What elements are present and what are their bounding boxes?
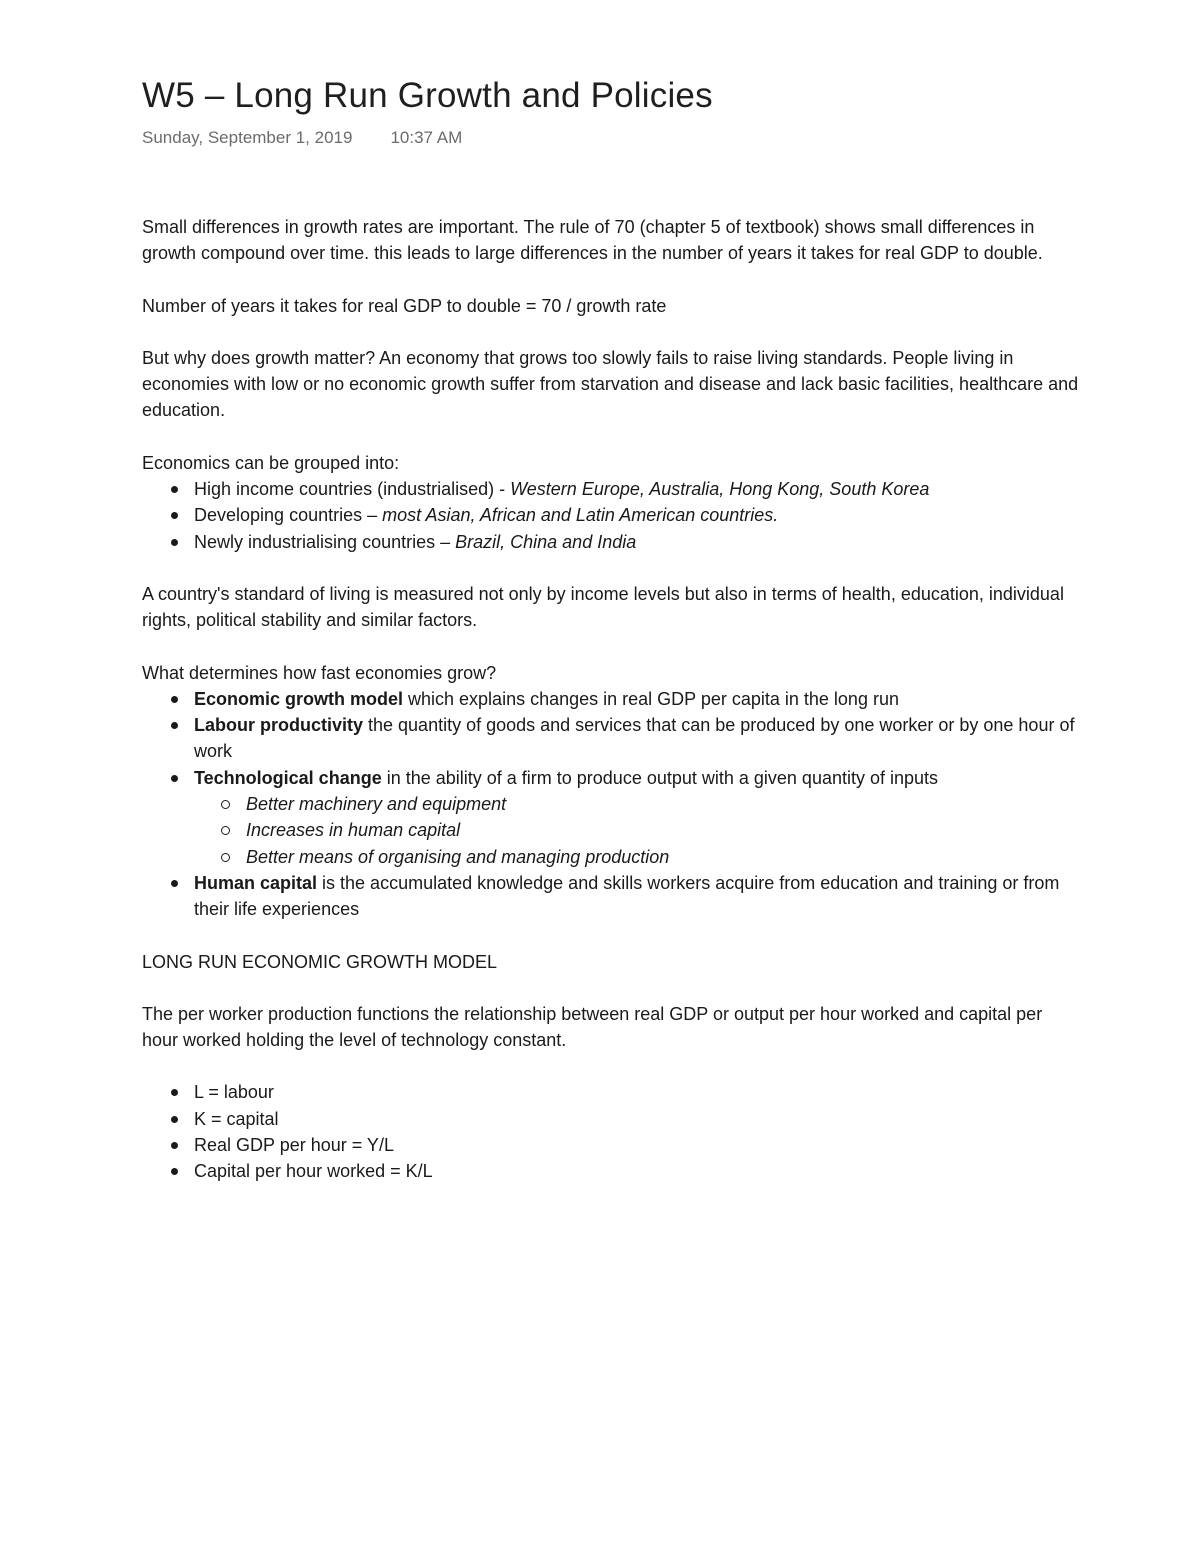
note-body (142, 214, 1082, 1185)
list-item: Capital per hour worked = K/L (142, 1158, 1082, 1184)
paragraph-doubling-formula: Number of years it takes for real GDP to double = 70 / growth rate (142, 295, 667, 316)
paragraph-production-function: The per worker production functions the relationship between real GDP or output per hour worked and capital per hour worked holding the level of technology constant. (142, 1003, 1043, 1051)
section-heading: LONG RUN ECONOMIC GROWTH MODEL (142, 951, 498, 972)
list-item (142, 686, 1082, 712)
paragraph-determinants-intro: What determines how fast economies grow? (142, 662, 497, 683)
note-timestamp (142, 128, 1082, 152)
note-date: Sunday, September 1, 2019 (142, 128, 353, 147)
group-label: High income countries (industrialised) - (194, 479, 511, 500)
group-examples: Brazil, China and India (455, 531, 637, 552)
sublist-item: Better means of organising and managing production (194, 844, 1082, 870)
sublist-item: Increases in human capital (194, 817, 1082, 843)
term-description: in the ability of a firm to produce output with a given quantity of inputs (381, 767, 939, 788)
sublist-item: Better machinery and equipment (194, 791, 1082, 817)
paragraph-standard-of-living: A country's standard of living is measured not only by income levels but also in terms of health, education, individual rights, political stability and similar factors. (142, 583, 1064, 631)
term: Technological change (194, 767, 382, 788)
term-description: which explains changes in real GDP per capita in the long run (403, 688, 899, 709)
paragraph-rule-of-70: Small differences in growth rates are important. The rule of 70 (chapter 5 of textbook) shows small differences in growth compound over time. this leads to large differences in the number of years it takes for real GDP to double. (142, 217, 1043, 264)
paragraph-why-growth-matters: But why does growth matter? An economy that grows too slowly fails to raise living standards. People living in economies with low or no economic growth suffer from starvation and disease and lack basic facilities, healthcare and education. (142, 347, 1079, 421)
page-title: W5 – Long Run Growth and Policies (142, 76, 713, 115)
list-item: K = capital (142, 1106, 1082, 1132)
technology-sublist (194, 791, 1082, 870)
list-item (142, 502, 1082, 528)
note-time: 10:37 AM (390, 128, 463, 147)
list-item (142, 712, 1082, 765)
group-label: Newly industrialising countries – (194, 531, 456, 552)
list-item: L = labour (142, 1079, 1082, 1105)
term: Human capital (194, 872, 318, 893)
paragraph-groups-intro: Economics can be grouped into: (142, 452, 400, 473)
economy-groups-list (142, 476, 1082, 555)
term-description: the quantity of goods and services that can be produced by one worker or by one hour of work (194, 715, 1075, 762)
list-item (142, 870, 1082, 923)
term: Economic growth model (194, 688, 404, 709)
group-label: Developing countries – (194, 505, 383, 526)
group-examples: most Asian, African and Latin American countries. (382, 505, 779, 526)
group-examples: Western Europe, Australia, Hong Kong, South Korea (510, 479, 930, 500)
definitions-list (142, 1079, 1082, 1184)
list-item: Real GDP per hour = Y/L (142, 1132, 1082, 1158)
list-item (142, 476, 1082, 502)
note-page (142, 74, 1082, 152)
term: Labour productivity (194, 715, 364, 736)
term-description: is the accumulated knowledge and skills workers acquire from education and training or from their life experiences (194, 872, 1060, 920)
determinants-list (142, 686, 1082, 923)
list-item (142, 765, 1082, 870)
list-item (142, 529, 1082, 555)
